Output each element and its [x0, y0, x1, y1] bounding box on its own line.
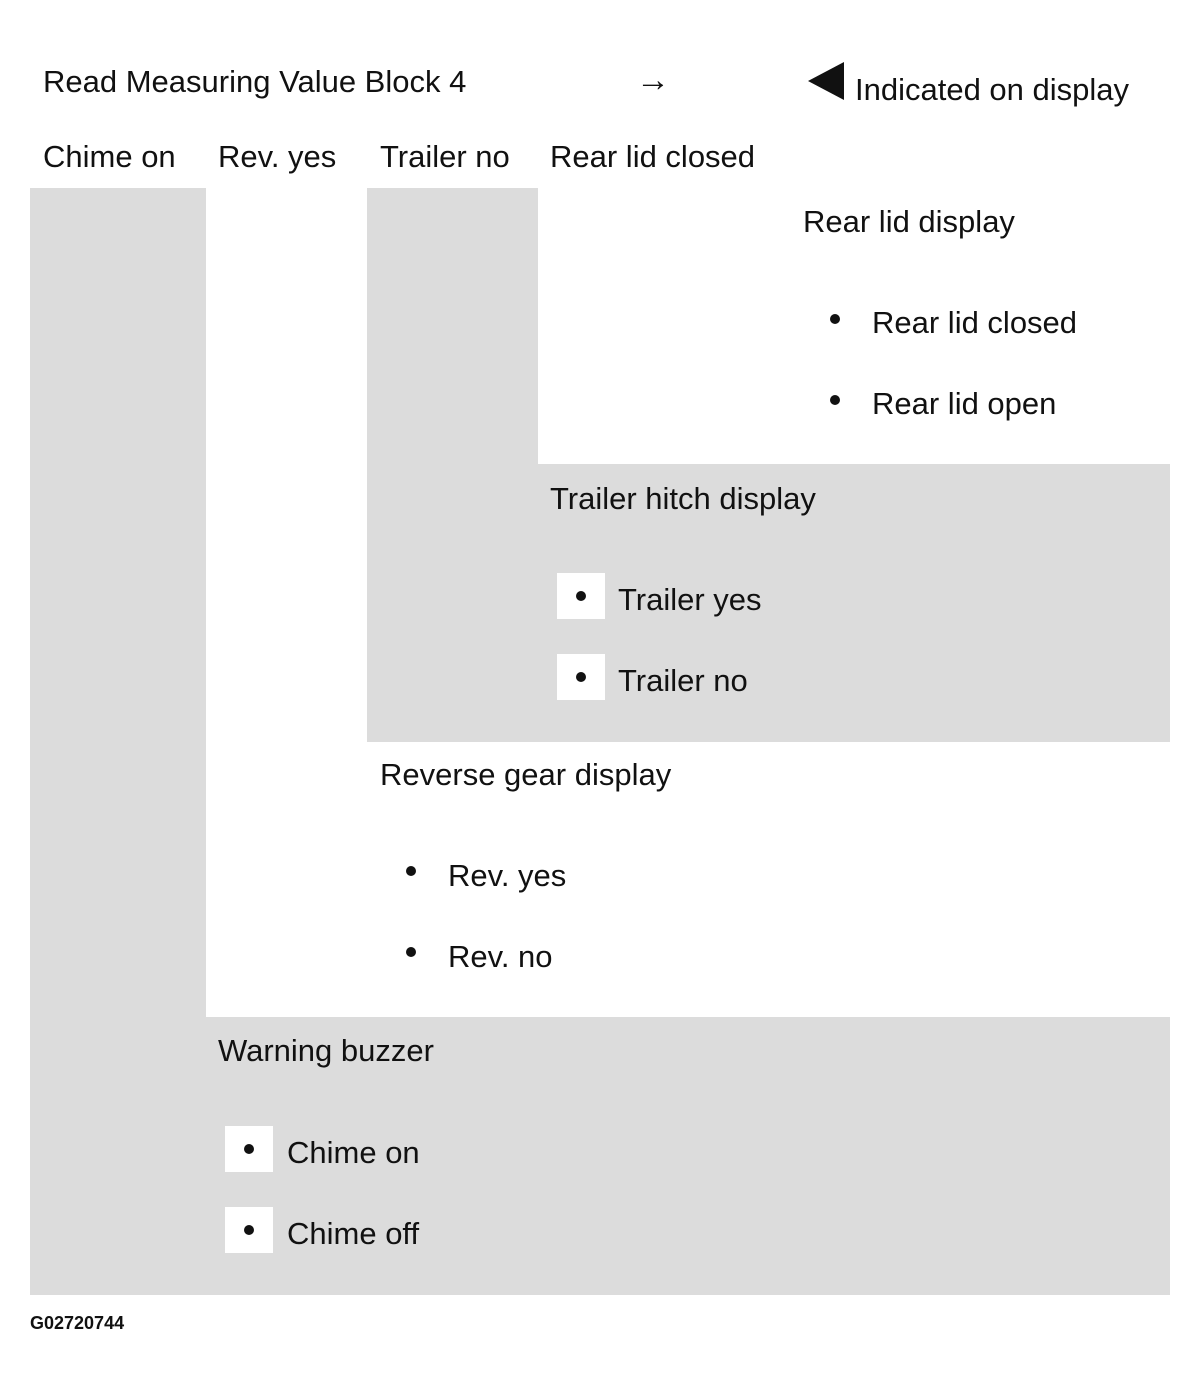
reverse-gear-title: Reverse gear display: [380, 757, 672, 792]
reverse-gear-item: Rev. yes: [448, 858, 567, 893]
trailer-hitch-item: Trailer no: [618, 663, 748, 698]
column-label-chime: Chime on: [43, 139, 176, 174]
column-label-rear-lid: Rear lid closed: [550, 139, 756, 174]
bullet-icon: [830, 314, 840, 324]
display-note: Indicated on display: [855, 72, 1130, 107]
column-label-reverse: Rev. yes: [218, 139, 337, 174]
bullet-icon: [406, 866, 416, 876]
rear-lid-item: Rear lid closed: [872, 305, 1078, 340]
right-arrow-icon: →: [636, 61, 670, 99]
bullet-icon: [406, 947, 416, 957]
chime-column-bar: [30, 188, 206, 1018]
bullet-icon: [225, 1126, 273, 1172]
left-triangle-icon: [806, 60, 846, 102]
trailer-hitch-title: Trailer hitch display: [550, 481, 816, 516]
block-title: Read Measuring Value Block 4: [43, 64, 467, 99]
trailer-column-bar: [367, 188, 538, 465]
column-label-trailer: Trailer no: [380, 139, 510, 174]
warning-buzzer-item: Chime off: [287, 1216, 420, 1251]
trailer-hitch-item: Trailer yes: [618, 582, 762, 617]
warning-buzzer-panel: [30, 1017, 1170, 1295]
reverse-gear-item: Rev. no: [448, 939, 553, 974]
rear-lid-item: Rear lid open: [872, 386, 1057, 421]
bullet-icon: [225, 1207, 273, 1253]
warning-buzzer-title: Warning buzzer: [218, 1033, 434, 1068]
figure-code: G02720744: [30, 1313, 125, 1333]
bullet-icon: [557, 573, 605, 619]
warning-buzzer-item: Chime on: [287, 1135, 420, 1170]
bullet-icon: [557, 654, 605, 700]
rear-lid-title: Rear lid display: [803, 204, 1015, 239]
bullet-icon: [830, 395, 840, 405]
